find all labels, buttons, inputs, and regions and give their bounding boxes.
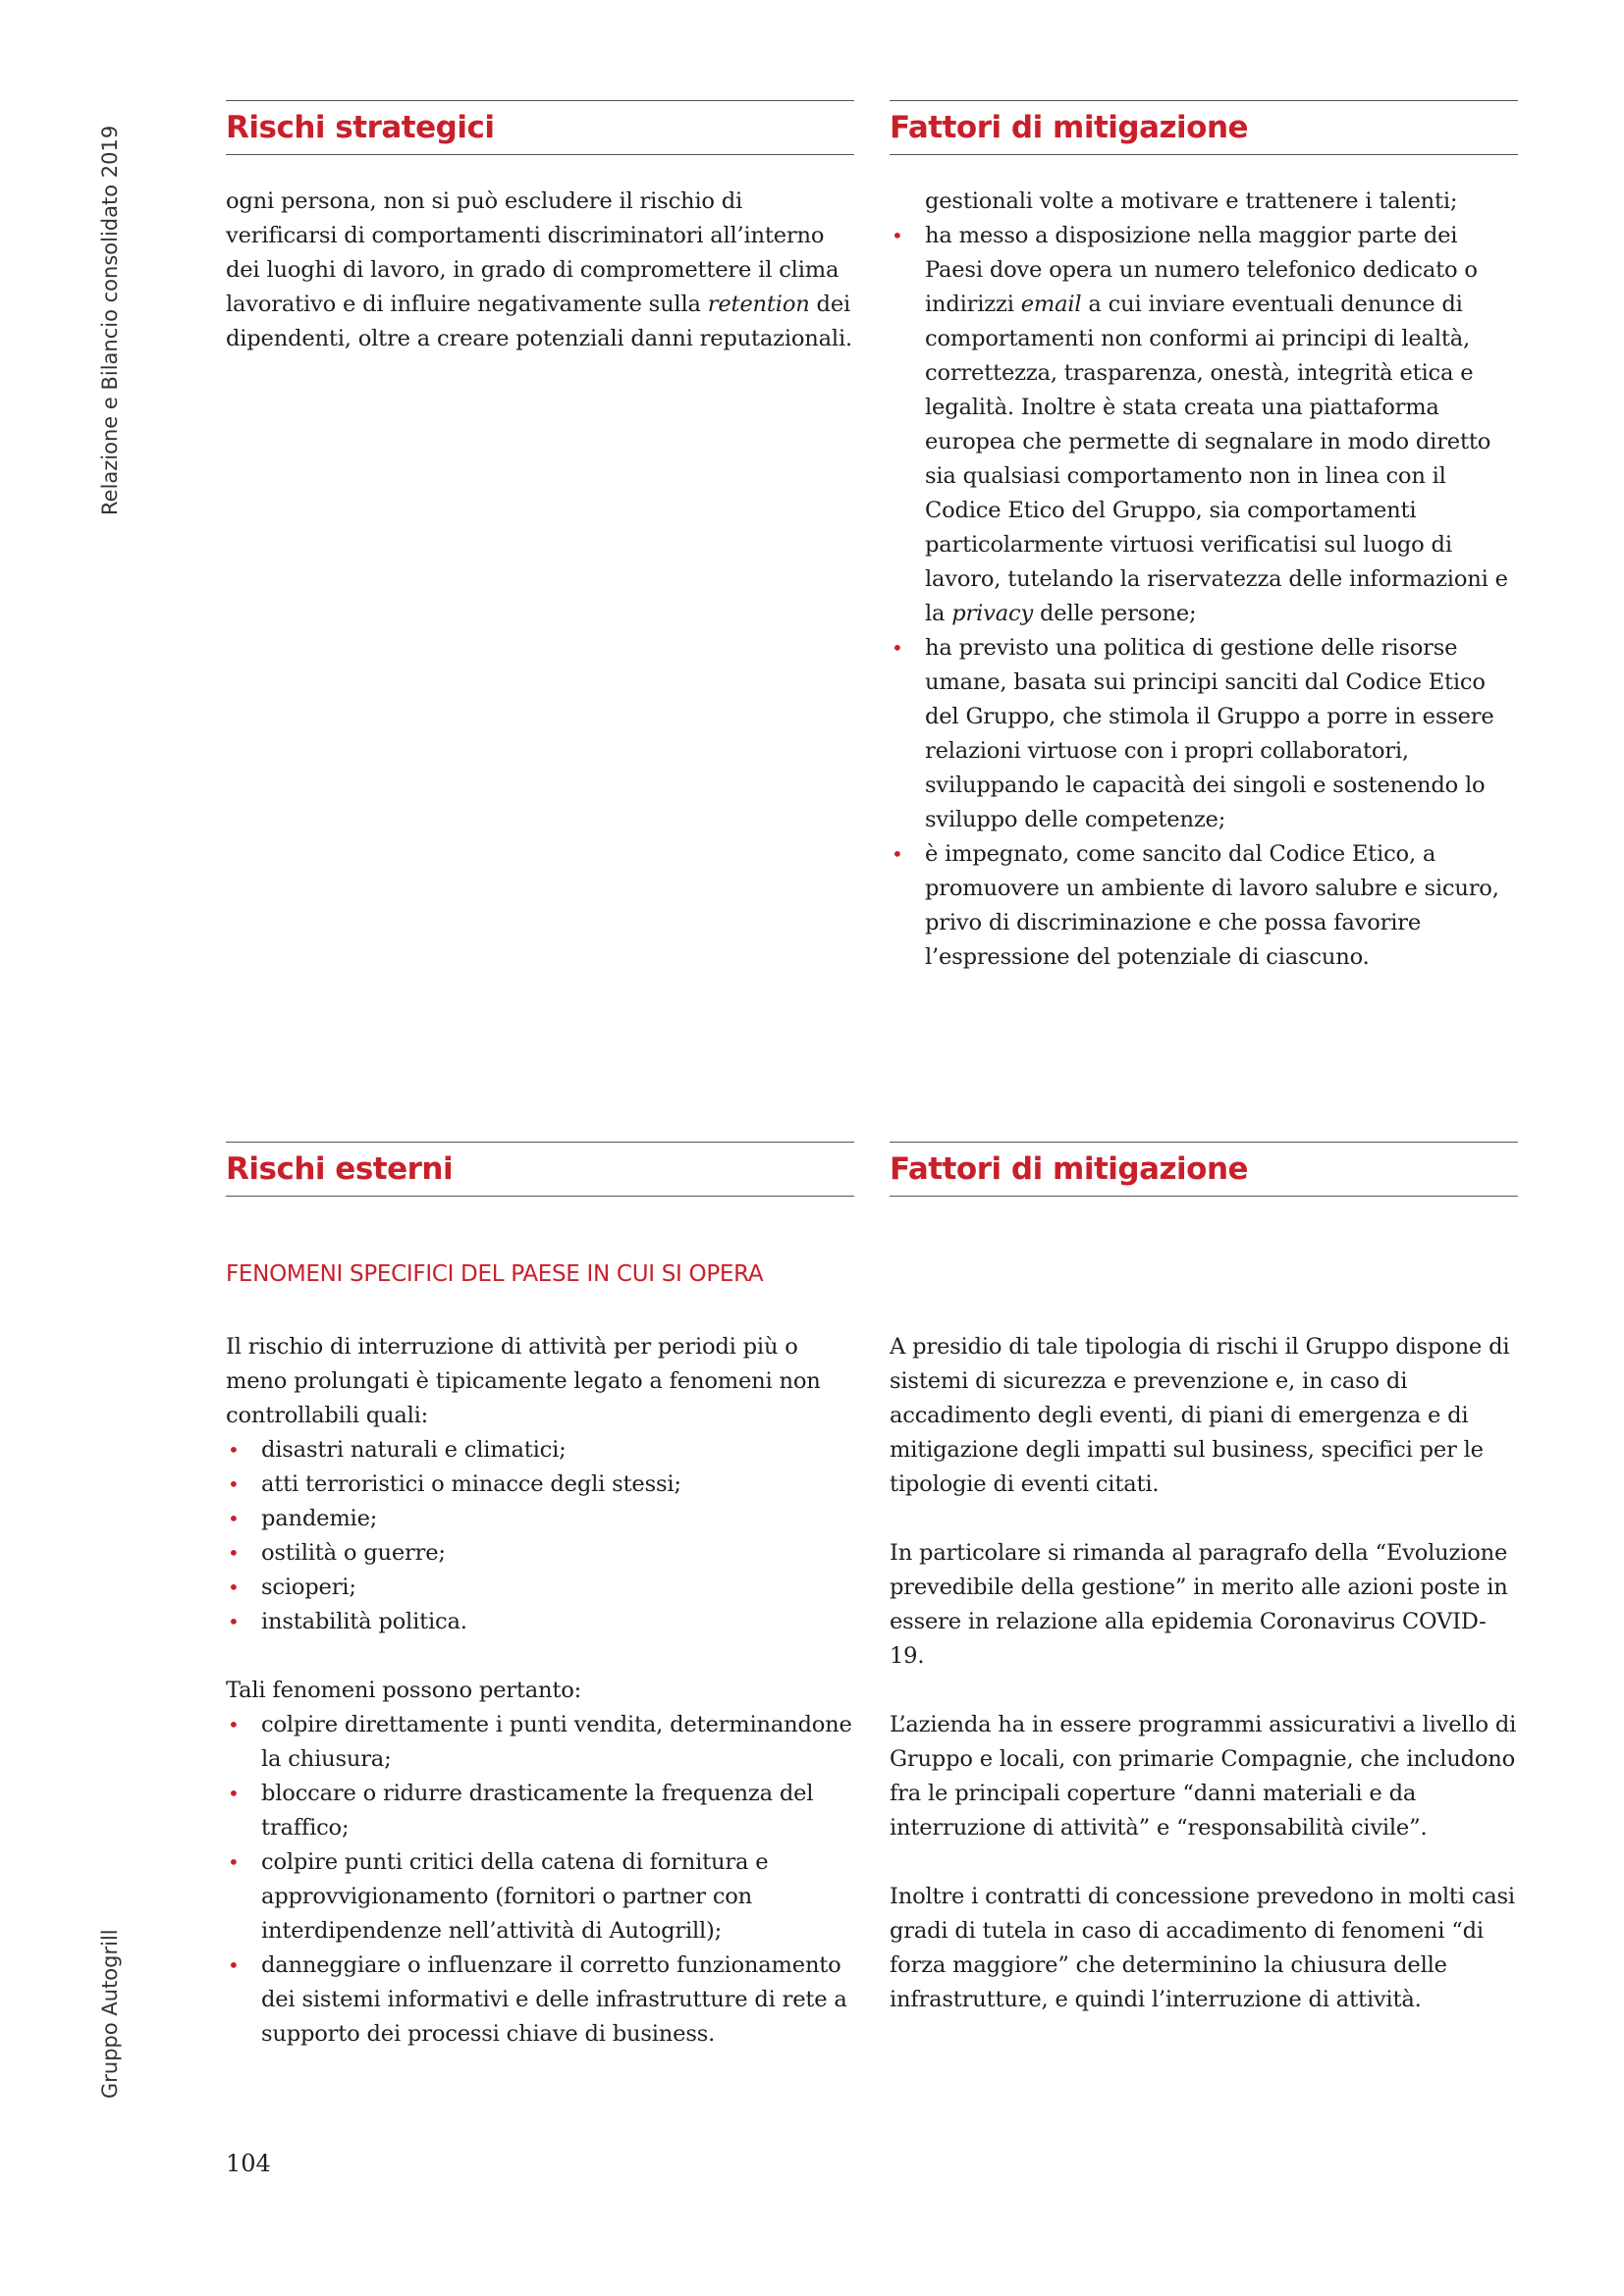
external-risks-text: Il rischio di interruzione di attività per periodi più o meno prolungati è tipicamente legato a fenomeni non controllabili quali: • disastri naturali e climatici; • atti terroristici o minacce degli stessi; • pandemie; • ostilità o guerre; • scioperi; • instabilità politica. Tali fenomeni possono pertanto: • colpire direttamente i punti vendita, determinandone la chiusura; • bloccare o ridurre drasticamente la frequenza del traffico; • colpire punti critici della catena di fornitura e approvvigionamento (fornitori o partner con interdipendenze nell’attività di Autogrill); • danneggiare o influenzare il corretto funzionamento dei sistemi informativi e delle infrastrutture di rete a supporto dei processi chiave di business. [226, 1330, 854, 2052]
running-title: Relazione e Bilancio consolidato 2019 [98, 125, 122, 515]
list-item: • colpire direttamente i punti vendita, determinandone la chiusura; [226, 1708, 854, 1777]
section-heading: Rischi esterni [226, 1142, 854, 1197]
external-risks-column [226, 1142, 854, 1197]
mitigation-list [890, 219, 1518, 975]
list-item: • ostilità o guerre; [226, 1536, 854, 1571]
risk-list [226, 1433, 854, 1639]
continued-bullet-text: gestionali volte a motivare e trattenere i talenti; [925, 188, 1458, 214]
list-item: • scioperi; [226, 1571, 854, 1605]
list-item: • instabilità politica. [226, 1605, 854, 1639]
list-item: • ha previsto una politica di gestione delle risorse umane, basata sui principi sanciti dal Codice Etico del Gruppo, che stimola il Gruppo a porre in essere relazioni virtuose con i propri collaboratori, sviluppando le capacità dei singoli e sostenendo lo sviluppo delle competenze; [890, 631, 1518, 837]
mitigation-column-1 [890, 100, 1518, 975]
section-heading: Fattori di mitigazione [890, 1142, 1518, 1197]
list-item: • atti terroristici o minacce degli stessi; [226, 1468, 854, 1502]
list-item: • pandemie; [226, 1502, 854, 1536]
list-item: • colpire punti critici della catena di fornitura e approvvigionamento (fornitori o partner con interdipendenze nell’attività di Autogrill); [226, 1845, 854, 1949]
mitigation-text-2 [890, 1330, 1518, 2017]
list-item: • è impegnato, come sancito dal Codice Etico, a promuovere un ambiente di lavoro salubre e sicuro, privo di discriminazione e che possa favorire l’espressione del potenziale di ciascuno. [890, 837, 1518, 975]
paragraph: In particolare si rimanda al paragrafo della “Evoluzione prevedibile della gestione” in merito alle azioni poste in essere in relazione alla epidemia Coronavirus COVID-19. [890, 1540, 1508, 1669]
section-heading: Fattori di mitigazione [890, 100, 1518, 155]
strategic-risks-column [226, 100, 854, 356]
page-number: 104 [226, 2150, 271, 2177]
strategic-risks-text: ogni persona, non si può escludere il rischio di verificarsi di comportamenti discriminatori all’interno dei luoghi di lavoro, in grado di compromettere il clima lavorativo e di influire negativamente sulla retention dei dipendenti, oltre a creare potenziali danni reputazionali. [226, 188, 852, 351]
impact-list [226, 1708, 854, 2052]
paragraph: Inoltre i contratti di concessione prevedono in molti casi gradi di tutela in caso di accadimento di fenomeni “di forza maggiore” che determinino la chiusura delle infrastrutture, e quindi l’interruzione di attività. [890, 1884, 1515, 2012]
mitigation-column-2 [890, 1142, 1518, 1197]
mitigation-text-1 [890, 185, 1518, 975]
list-item: • ha messo a disposizione nella maggior parte dei Paesi dove opera un numero telefonico dedicato o indirizzi email a cui inviare eventuali denunce di comportamenti non conformi ai principi di lealtà, correttezza, trasparenza, onestà, integrità etica e legalità. Inoltre è stata creata una piattaforma europea che permette di segnalare in modo diretto sia qualsiasi comportamento non in linea con il Codice Etico del Gruppo, sia comportamenti particolarmente virtuosi verificatisi sul luogo di lavoro, tutelando la riservatezza delle informazioni e la privacy delle persone; [890, 219, 1518, 631]
running-publisher: Gruppo Autogrill [98, 1929, 122, 2099]
paragraph: A presidio di tale tipologia di rischi il Gruppo dispone di sistemi di sicurezza e prevenzione e, in caso di accadimento degli eventi, di piani di emergenza e di mitigazione degli impatti sul business, specifici per le tipologie di eventi citati. [890, 1334, 1510, 1497]
subheading: FENOMENI SPECIFICI DEL PAESE IN CUI SI OPERA [226, 1261, 764, 1287]
list-item: • danneggiare o influenzare il corretto funzionamento dei sistemi informativi e delle infrastrutture di rete a supporto dei processi chiave di business. [226, 1949, 854, 2052]
section-heading: Rischi strategici [226, 100, 854, 155]
list-item: • disastri naturali e climatici; [226, 1433, 854, 1468]
list-item: • bloccare o ridurre drasticamente la frequenza del traffico; [226, 1777, 854, 1845]
paragraph: L’azienda ha in essere programmi assicurativi a livello di Gruppo e locali, con primarie Compagnie, che includono fra le principali coperture “danni materiali e da interruzione di attività” e “responsabilità civile”. [890, 1712, 1517, 1841]
